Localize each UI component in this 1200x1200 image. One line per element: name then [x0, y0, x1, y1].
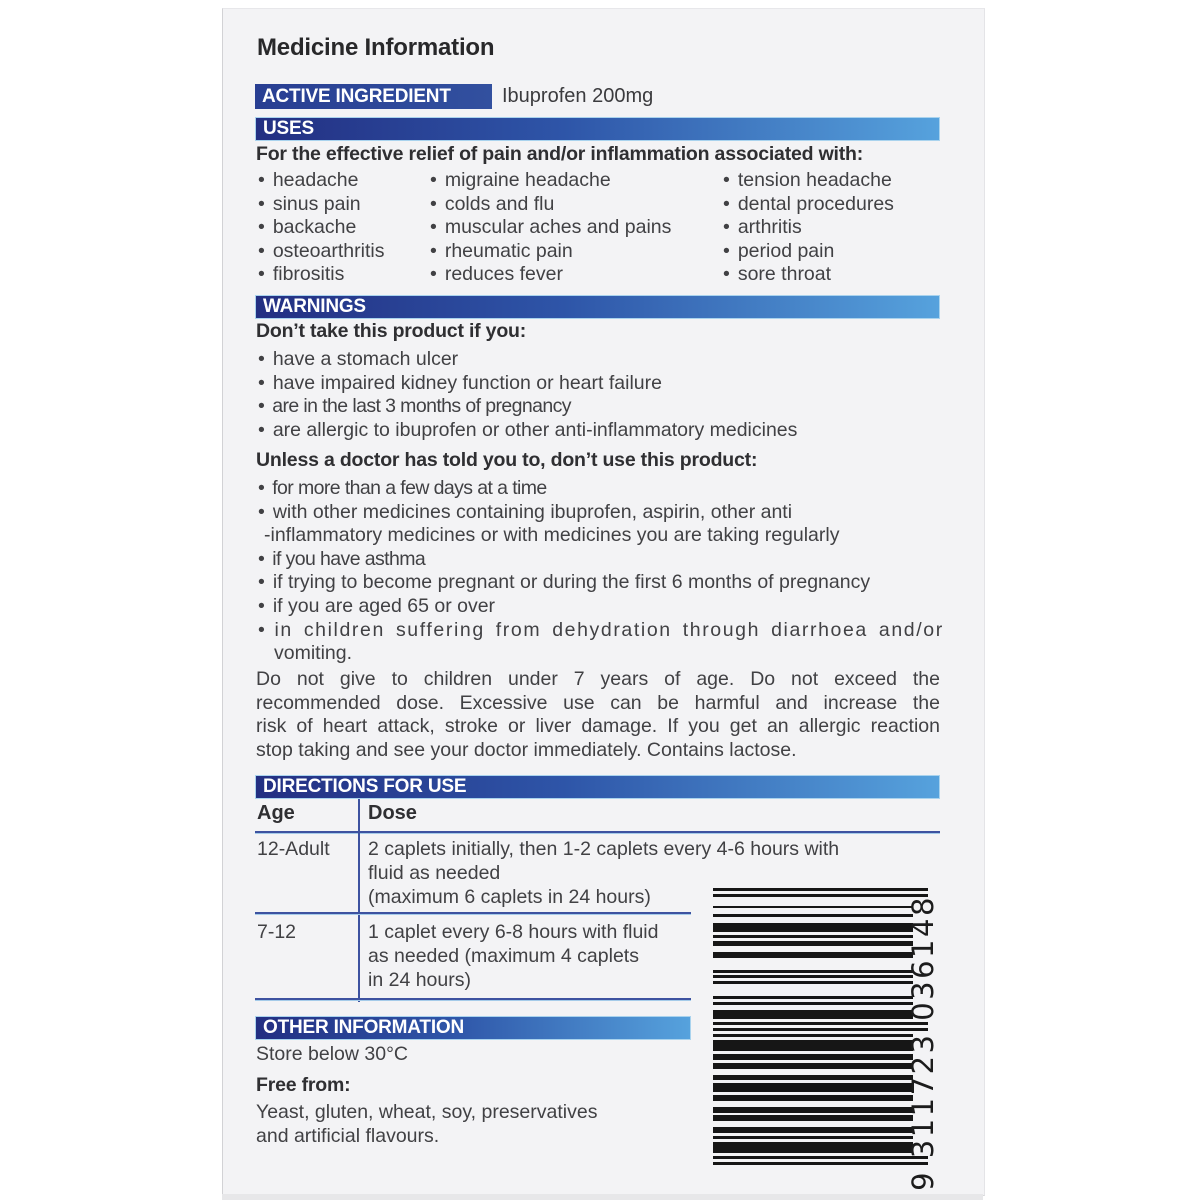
paragraph-line: recommended dose. Excessive use can be harmful and increase the: [256, 691, 940, 714]
paragraph-line: risk of heart attack, stroke or liver damage. If you get an allergic reaction: [256, 715, 940, 738]
list-item: • for more than a few days at a time: [258, 477, 944, 501]
list-item: • if you have asthma: [258, 548, 944, 572]
list-item: • period pain: [723, 240, 940, 264]
list-item: • with other medicines containing ibuprofen, aspirin, other anti: [258, 501, 944, 525]
paragraph-line: Do not give to children under 7 years of age. Do not exceed the: [256, 668, 940, 690]
list-item: • muscular aches and pains: [430, 216, 722, 240]
uses-column-1: [258, 169, 426, 287]
page-title: Medicine Information: [257, 34, 495, 61]
list-item: • backache: [258, 216, 426, 240]
warnings-unless-list: [258, 477, 944, 666]
section-header-warnings: WARNINGS: [255, 295, 940, 319]
table-column-divider: [358, 799, 360, 1002]
free-from-heading: Free from:: [256, 1074, 351, 1096]
list-item: • rheumatic pain: [430, 240, 722, 264]
list-item: • headache: [258, 169, 426, 193]
list-item: • tension headache: [723, 169, 940, 193]
section-header-uses: USES: [255, 117, 940, 141]
warnings-paragraph: [256, 668, 940, 762]
list-item: • in children suffering from dehydration through diarrhoea and/or: [258, 619, 944, 643]
list-item: • fibrositis: [258, 263, 426, 287]
table-row-rule-light: [255, 914, 691, 915]
list-item: • if you are aged 65 or over: [258, 595, 944, 619]
table-row-age: 12-Adult: [257, 838, 330, 860]
warnings-unless-heading: Unless a doctor has told you to, don’t use this product:: [256, 449, 758, 471]
active-ingredient-label: ACTIVE INGREDIENT: [255, 84, 492, 109]
table-row-age: 7-12: [257, 921, 297, 943]
uses-column-3: [723, 169, 940, 287]
warnings-dont-take-list: [258, 348, 797, 442]
section-header-directions: DIRECTIONS FOR USE: [255, 775, 940, 799]
section-header-other-information: OTHER INFORMATION: [255, 1016, 691, 1040]
table-bottom-rule-light: [255, 1000, 691, 1001]
package-fold-edge: [222, 1194, 983, 1200]
list-item-continuation: vomiting.: [274, 642, 353, 665]
list-item: • dental procedures: [723, 193, 940, 217]
list-item-continuation: -inflammatory medicines or with medicines you are taking regularly: [264, 524, 840, 547]
table-row-dose: 2 caplets initially, then 1-2 caplets every 4-6 hours with fluid as needed (maximum 6 caplets in 24 hours): [368, 838, 840, 908]
barcode: [713, 888, 928, 1165]
list-item: • have impaired kidney function or heart failure: [258, 372, 797, 396]
list-item: • osteoarthritis: [258, 240, 426, 264]
list-item: • colds and flu: [430, 193, 722, 217]
uses-intro: For the effective relief of pain and/or inflammation associated with:: [256, 143, 864, 165]
uses-column-2: [430, 169, 722, 287]
list-item: • sinus pain: [258, 193, 426, 217]
list-item: • sore throat: [723, 263, 940, 287]
warnings-dont-take-heading: Don’t take this product if you:: [256, 320, 527, 342]
paragraph-line: stop taking and see your doctor immediately. Contains lactose.: [256, 738, 797, 761]
list-item: • have a stomach ulcer: [258, 348, 797, 372]
table-header-dose: Dose: [368, 802, 417, 824]
list-item: • arthritis: [723, 216, 940, 240]
storage-instruction: Store below 30°C: [256, 1043, 408, 1065]
active-ingredient-value: Ibuprofen 200mg: [502, 85, 654, 107]
table-row-dose: 1 caplet every 6-8 hours with fluid as needed (maximum 4 caplets in 24 hours): [368, 921, 659, 991]
barcode-number: 9 311723 036148: [906, 895, 940, 1191]
list-item: • migraine headache: [430, 169, 722, 193]
free-from-list: Yeast, gluten, wheat, soy, preservatives and artificial flavours.: [256, 1101, 598, 1147]
list-item: • reduces fever: [430, 263, 722, 287]
table-header-age: Age: [257, 802, 295, 824]
list-item: • are allergic to ibuprofen or other anti-inflammatory medicines: [258, 419, 797, 443]
list-item: • if trying to become pregnant or during the first 6 months of pregnancy: [258, 571, 944, 595]
list-item: • are in the last 3 months of pregnancy: [258, 395, 797, 419]
